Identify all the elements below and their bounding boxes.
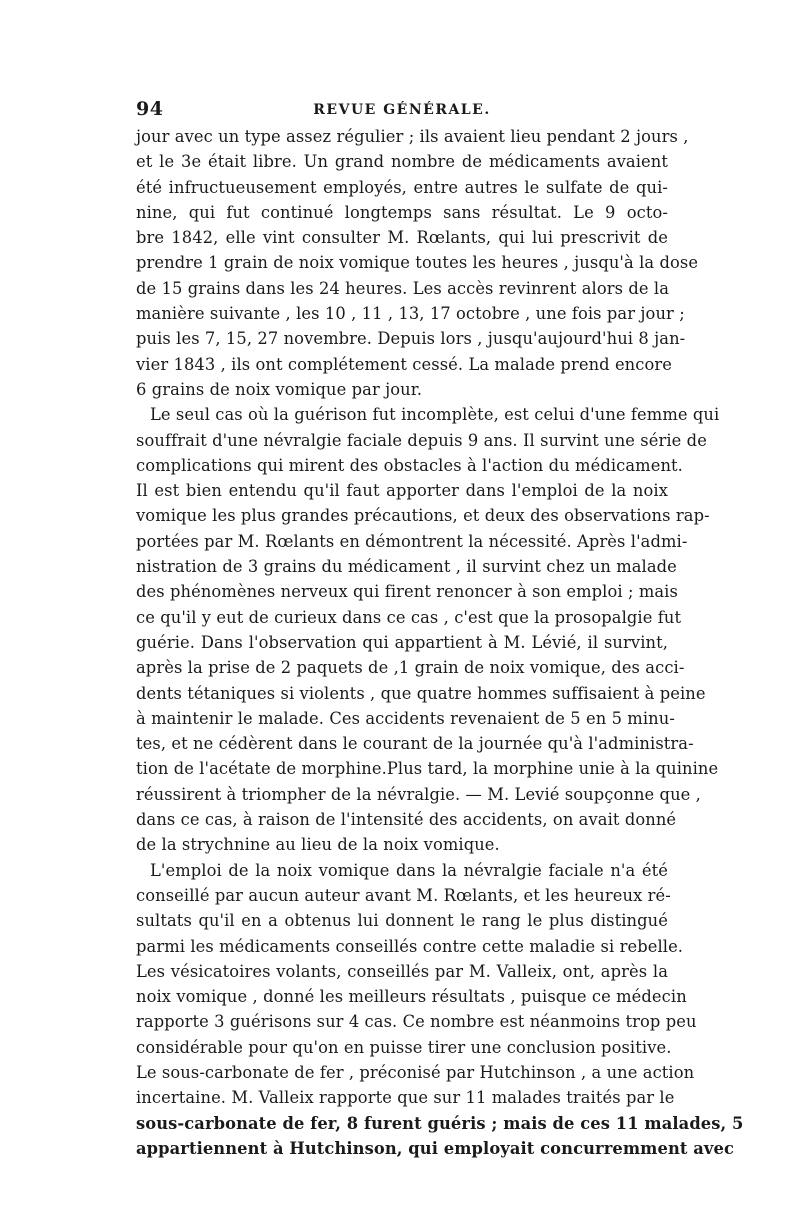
running-title: REVUE GÉNÉRALE. — [313, 102, 491, 118]
text-line: souffrait d'une névralgie faciale depuis 9 ans. Il survint une série de — [136, 430, 707, 450]
text-line: vomique les plus grandes précautions, et deux des observations rap- — [136, 506, 710, 526]
text-line: Les vésicatoires volants, conseillés par M. Valleix, ont, après la — [136, 961, 668, 981]
paragraph — [136, 858, 744, 1162]
book-page — [136, 98, 744, 1161]
paragraph — [136, 402, 720, 857]
text-line: nine, qui fut continué longtemps sans résultat. Le 9 octo- — [136, 202, 668, 222]
text-line: manière suivante , les 10 , 11 , 13, 17 octobre , une fois par jour ; — [136, 304, 685, 324]
text-line: et le 3e était libre. Un grand nombre de médicaments avaient — [136, 152, 668, 172]
text-line: noix vomique , donné les meilleurs résultats , puisque ce médecin — [136, 987, 687, 1007]
text-line: complications qui mirent des obstacles à l'action du médicament. — [136, 455, 683, 475]
text-line: de la strychnine au lieu de la noix vomique. — [136, 835, 500, 855]
text-line: à maintenir le malade. Ces accidents revenaient de 5 en 5 minu- — [136, 708, 675, 728]
text-line: guérie. Dans l'observation qui appartient à M. Lévié, il survint, — [136, 632, 668, 652]
text-line: parmi les médicaments conseillés contre cette maladie si rebelle. — [136, 936, 684, 956]
text-line: considérable pour qu'on en puisse tirer une conclusion positive. — [136, 1037, 672, 1057]
text-line: dents tétaniques si violents , que quatre hommes suffisaient à peine — [136, 683, 706, 703]
text-line: réussirent à triompher de la névralgie. — M. Levié soupçonne que , — [136, 784, 701, 804]
text-line: L'emploi de la noix vomique dans la névralgie faciale n'a été — [150, 860, 668, 880]
text-line: été infructueusement employés, entre autres le sulfate de qui- — [136, 177, 668, 197]
text-line: appartiennent à Hutchinson, qui employait concurremment avec — [136, 1138, 734, 1158]
text-line: après la prise de 2 paquets de ,1 grain de noix vomique, des acci- — [136, 658, 685, 678]
running-header — [136, 98, 668, 124]
text-line: puis les 7, 15, 27 novembre. Depuis lors , jusqu'aujourd'hui 8 jan- — [136, 329, 686, 349]
text-line: conseillé par aucun auteur avant M. Rœlants, et les heureux ré- — [136, 885, 671, 905]
text-line: rapporte 3 guérisons sur 4 cas. Ce nombre est néanmoins trop peu — [136, 1012, 697, 1032]
body-text — [136, 124, 744, 1161]
text-line: nistration de 3 grains du médicament , il survint chez un malade — [136, 557, 677, 577]
text-line: portées par M. Rœlants en démontrent la nécessité. Après l'admi- — [136, 531, 688, 551]
text-line: tes, et ne cédèrent dans le courant de la journée qu'à l'administra- — [136, 734, 694, 754]
paragraph — [136, 124, 699, 402]
page-number: 94 — [136, 98, 164, 120]
text-line: jour avec un type assez régulier ; ils avaient lieu pendant 2 jours , — [136, 127, 689, 146]
text-line: prendre 1 grain de noix vomique toutes les heures , jusqu'à la dose — [136, 253, 699, 273]
text-line: ce qu'il y eut de curieux dans ce cas , c'est que la prosopalgie fut — [136, 607, 682, 627]
text-line: sous-carbonate de fer, 8 furent guéris ; mais de ces 11 malades, 5 — [136, 1113, 744, 1133]
text-line: 6 grains de noix vomique par jour. — [136, 379, 423, 399]
text-line: Le sous-carbonate de fer , préconisé par Hutchinson , a une action — [136, 1062, 695, 1082]
text-line: tion de l'acétate de morphine.Plus tard, la morphine unie à la quinine — [136, 759, 719, 779]
text-line: Il est bien entendu qu'il faut apporter dans l'emploi de la noix — [136, 481, 668, 501]
text-line: incertaine. M. Valleix rapporte que sur 11 malades traités par le — [136, 1088, 675, 1108]
text-line: bre 1842, elle vint consulter M. Rœlants, qui lui prescrivit de — [136, 228, 668, 248]
text-line: des phénomènes nerveux qui firent renoncer à son emploi ; mais — [136, 582, 678, 602]
text-line: Le seul cas où la guérison fut incomplète, est celui d'une femme qui — [150, 405, 720, 425]
text-line: de 15 grains dans les 24 heures. Les accès revinrent alors de la — [136, 278, 669, 298]
text-line: vier 1843 , ils ont complétement cessé. La malade prend encore — [136, 354, 673, 374]
text-line: dans ce cas, à raison de l'intensité des accidents, on avait donné — [136, 810, 677, 830]
text-line: sultats qu'il en a obtenus lui donnent le rang le plus distingué — [136, 911, 668, 931]
